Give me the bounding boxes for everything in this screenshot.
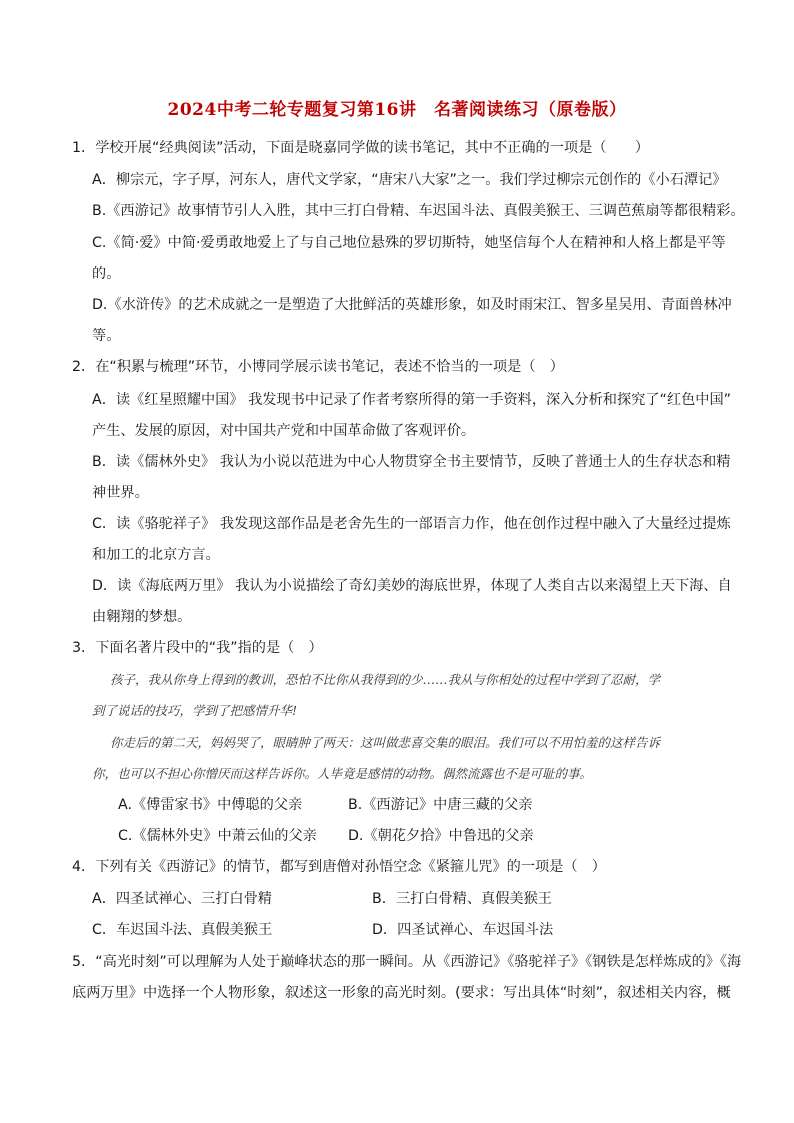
question-3-stem: 3．下面名著片段中的“我”指的是（ ） (72, 640, 323, 656)
question-2-option-d-cont: 由翱翔的梦想。 (92, 609, 192, 625)
passage-paragraph-2: 你走后的第二天，妈妈哭了，眼睛肿了两天：这叫做悲喜交集的眼泪。我们可以不用怕羞的这样告诉 (110, 735, 661, 750)
question-2-stem: 2．在“积累与梳理”环节，小博同学展示读书笔记，表述不恰当的一项是（ ） (72, 359, 564, 375)
question-2-option-a-cont: 产生、发展的原因，对中国共产党和中国革命做了客观评价。 (92, 423, 476, 439)
question-3-option-d: D.《朝花夕拾》中鲁迅的父亲 (348, 828, 534, 844)
question-2-option-c-cont: 和加工的北京方言。 (92, 547, 220, 563)
question-5-stem-cont: 底两万里》中选择一个人物形象，叙述这一形象的高光时刻。(要求：写出具体“时刻”，叙述相关内容，概 (72, 985, 731, 1001)
question-1-option-c: C.《简·爱》中简·爱勇敢地爱上了与自己地位悬殊的罗切斯特，她坚信每个人在精神和人格上都是平等 (92, 235, 726, 251)
question-3-option-a: A.《傅雷家书》中傅聪的父亲 (118, 797, 303, 813)
question-2-option-d: D．读《海底两万里》 我认为小说描绘了奇幻美妙的海底世界，体现了人类自古以来渴望上天下海、自 (92, 578, 732, 594)
passage-paragraph-1-cont: 到了说话的技巧，学到了把感情升华! (92, 703, 298, 718)
document-title: 2024中考二轮专题复习第16讲 名著阅读练习（原卷版） (167, 100, 627, 120)
passage-paragraph-1: 孩子，我从你身上得到的教训，恐怕不比你从我得到的少……我从与你相处的过程中学到了忍耐，学 (110, 672, 661, 687)
question-2-option-c: C．读《骆驼祥子》 我发现这部作品是老舍先生的一部语言力作，他在创作过程中融入了大量经过提炼 (92, 516, 731, 532)
passage-paragraph-2-cont: 你，也可以不担心你憎厌而这样告诉你。人毕竟是感情的动物。偶然流露也不是可耻的事。 (92, 766, 593, 781)
question-4-stem: 4．下列有关《西游记》的情节，都写到唐僧对孙悟空念《紧箍儿咒》的一项是（ ） (72, 859, 606, 875)
question-4-option-b: B．三打白骨精、真假美猴王 (372, 891, 552, 907)
question-4-option-d: D．四圣试禅心、车迟国斗法 (372, 922, 554, 938)
question-1-option-b: B.《西游记》故事情节引人入胜，其中三打白骨精、车迟国斗法、真假美猴王、三调芭蕉扇等都很精彩。 (92, 203, 745, 219)
question-2-option-b: B．读《儒林外史》 我认为小说以范进为中心人物贯穿全书主要情节，反映了普通士人的生存状态和精 (92, 454, 731, 470)
question-1-option-a: A．柳宗元，字子厚，河东人，唐代文学家，“唐宋八大家”之一。我们学过柳宗元创作的《小石潭记》 (92, 172, 727, 188)
question-2-option-a: A．读《红星照耀中国》 我发现书中记录了作者考察所得的第一手资料，深入分析和探究了“红色中国” (92, 392, 731, 408)
question-1-option-d: D.《水浒传》的艺术成就之一是塑造了大批鲜活的英雄形象，如及时雨宋江、智多星吴用、青面兽林冲 (92, 297, 732, 313)
question-3-option-b: B.《西游记》中唐三藏的父亲 (348, 797, 533, 813)
question-4-option-c: C．车迟国斗法、真假美猴王 (92, 922, 273, 938)
question-2-option-b-cont: 神世界。 (92, 485, 149, 501)
question-5-stem: 5．“高光时刻”可以理解为人处于巅峰状态的那一瞬间。从《西游记》《骆驼祥子》《钢铁是怎样炼成的》《海 (72, 954, 742, 970)
question-4-option-a: A．四圣试禅心、三打白骨精 (92, 891, 272, 907)
question-1-option-d-cont: 等。 (92, 328, 121, 344)
question-1-option-c-cont: 的。 (92, 266, 121, 282)
question-1-stem: 1．学校开展“经典阅读”活动，下面是晓嘉同学做的读书笔记，其中不正确的一项是（ ） (72, 140, 650, 156)
question-3-option-c: C.《儒林外史》中萧云仙的父亲 (118, 828, 317, 844)
